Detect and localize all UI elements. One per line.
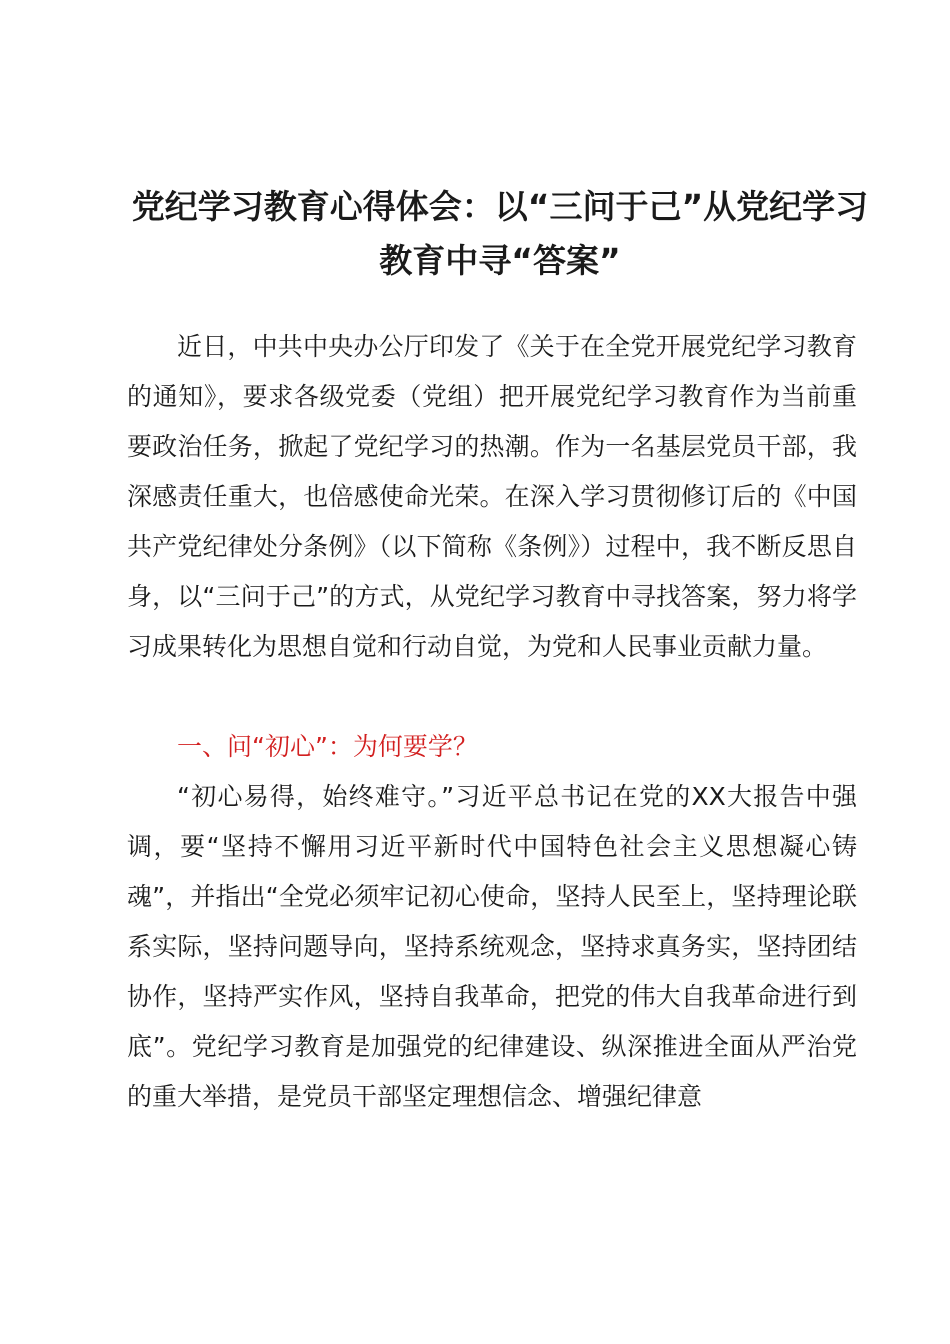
paragraph-section-1: “初心易得，始终难守。”习近平总书记在党的XX大报告中强调，要“坚持不懈用习近平新时代中国特色社会主义思想凝心铸魂”，并指出“全党必须牢记初心使命，坚持人民至上，坚持理论联系实际，坚持问题导向，坚持系统观念，坚持求真务实，坚持团结协作，坚持严实作风，坚持自我革命，把党的伟大自我革命进行到底”。党纪学习教育是加强党的纪律建设、纵深推进全面从严治党的重大举措，是党员干部坚定理想信念、增强纪律意 <box>127 782 857 1111</box>
paragraph-intro: 近日，中共中央办公厅印发了《关于在全党开展党纪学习教育的通知》，要求各级党委（党组）把开展党纪学习教育作为当前重要政治任务，掀起了党纪学习的热潮。作为一名基层党员干部，我深感责任重大，也倍感使命光荣。在深入学习贯彻修订后的《中国共产党纪律处分条例》（以下简称《条例》）过程中，我不断反思自身，以“三问于己”的方式，从党纪学习教育中寻找答案，努力将学习成果转化为思想自觉和行动自觉，为党和人民事业贡献力量。 <box>127 332 857 661</box>
document-title: 党纪学习教育心得体会：以“三问于己”从党纪学习教育中寻“答案” <box>131 187 869 280</box>
section-heading-1: 一、问“初心”：为何要学？ <box>177 732 478 761</box>
